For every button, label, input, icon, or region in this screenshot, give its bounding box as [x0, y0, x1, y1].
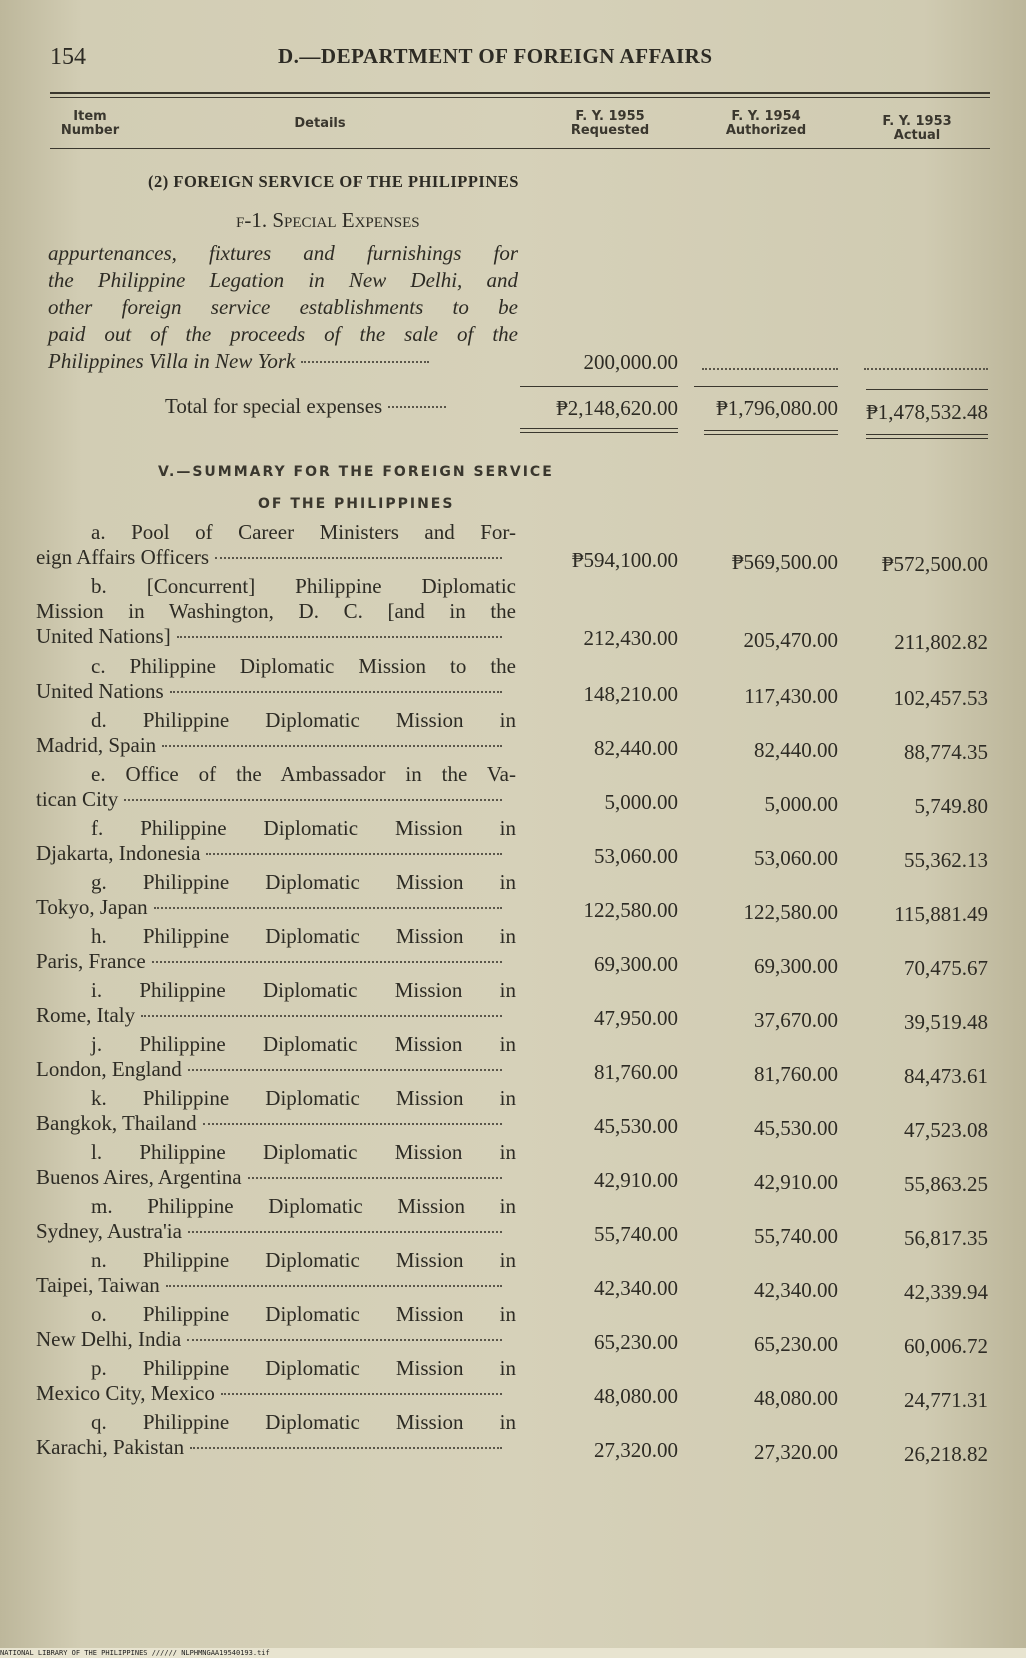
summary-entry: [36, 574, 516, 649]
entry-value-1955: 53,060.00: [594, 844, 678, 868]
entry-line-2: [36, 1165, 516, 1190]
entry-value-1955: 81,760.00: [594, 1060, 678, 1084]
entry-value-1955: 5,000.00: [604, 790, 678, 814]
col-fy1955: F. Y. 1955 Requested: [570, 109, 650, 138]
entry-line-2: [36, 1327, 516, 1352]
col-fy1954: F. Y. 1954 Authorized: [725, 109, 807, 138]
entry-value-1953: 115,881.49: [894, 902, 988, 926]
double-rule-1953-a: [866, 434, 988, 435]
special-expenses-paragraph: appurtenances, fixtures and furnishings for the Philippine Legation in New Delhi, and other foreign service establishments to be paid out of the proceeds of the sale of the Philippines Villa in New York: [48, 241, 518, 373]
sum-rule-1955: [520, 386, 678, 387]
entry-line-1: b. [Concurrent] Philippine Diplomatic: [91, 574, 516, 598]
leader-dots: [203, 1123, 502, 1125]
running-title: D.—DEPARTMENT OF FOREIGN AFFAIRS: [278, 44, 713, 68]
entry-value-1954: 48,080.00: [754, 1386, 838, 1410]
entry-value-1953: 84,473.61: [904, 1064, 988, 1088]
top-rule-2: [50, 97, 990, 98]
leader-dots: [215, 557, 502, 559]
entry-value-1954: 37,670.00: [754, 1008, 838, 1032]
summary-entry: [36, 762, 516, 812]
entry-value-1955: 69,300.00: [594, 952, 678, 976]
entry-line-2-text: Mexico City, Mexico: [36, 1381, 215, 1405]
total-label: Total for special expenses: [165, 394, 446, 419]
entry-line-1: m. Philippine Diplomatic Mission in: [91, 1194, 516, 1218]
entry-line-2-text: Taipei, Taiwan: [36, 1273, 160, 1297]
entry-value-1955: 82,440.00: [594, 736, 678, 760]
entry-value-1953: 60,006.72: [904, 1334, 988, 1358]
entry-line-2: [36, 1273, 516, 1298]
entry-line-1: e. Office of the Ambassador in the Va-: [91, 762, 516, 786]
entry-line-1: h. Philippine Diplomatic Mission in: [91, 924, 516, 948]
entry-value-1953: 88,774.35: [904, 740, 988, 764]
summary-heading-1: V.—SUMMARY FOR THE FOREIGN SERVICE: [158, 464, 554, 480]
entry-line-2-text: Sydney, Austra'ia: [36, 1219, 182, 1243]
entry-line-2-text: Djakarta, Indonesia: [36, 841, 201, 865]
entry-line-2: [36, 787, 516, 812]
header-bottom-rule: [50, 148, 990, 149]
entry-value-1955: 55,740.00: [594, 1222, 678, 1246]
entry-line-2: [36, 1381, 516, 1406]
entry-line-2-text: Bangkok, Thailand: [36, 1111, 197, 1135]
entry-value-1954: 65,230.00: [754, 1332, 838, 1356]
summary-entry: [36, 1356, 516, 1406]
summary-entry: [36, 924, 516, 974]
entry-value-1953: 55,863.25: [904, 1172, 988, 1196]
entry-line-1: i. Philippine Diplomatic Mission in: [91, 978, 516, 1002]
entry-line-1: l. Philippine Diplomatic Mission in: [91, 1140, 516, 1164]
entry-value-1955: 148,210.00: [583, 682, 678, 706]
entry-line-2: [36, 895, 516, 920]
total-1954: ₱1,796,080.00: [716, 396, 838, 420]
paragraph-amount-1955: 200,000.00: [583, 350, 678, 374]
subsection-title: f-1. Special Expenses: [236, 208, 420, 232]
total-1955: ₱2,148,620.00: [556, 396, 678, 420]
entry-value-1954: 5,000.00: [764, 792, 838, 816]
summary-entry: [36, 816, 516, 866]
entry-value-1953: 26,218.82: [904, 1442, 988, 1466]
entry-line-2-text: London, England: [36, 1057, 182, 1081]
entry-line-1: g. Philippine Diplomatic Mission in: [91, 870, 516, 894]
entry-line-1: d. Philippine Diplomatic Mission in: [91, 708, 516, 732]
entry-value-1955: 65,230.00: [594, 1330, 678, 1354]
entry-value-1955: 45,530.00: [594, 1114, 678, 1138]
entry-line-1: c. Philippine Diplomatic Mission to the: [91, 654, 516, 678]
entry-value-1954: 69,300.00: [754, 954, 838, 978]
summary-entry: [36, 870, 516, 920]
entry-value-1954: 122,580.00: [743, 900, 838, 924]
entry-value-1955: 42,340.00: [594, 1276, 678, 1300]
entry-line-2-text: Karachi, Pakistan: [36, 1435, 185, 1459]
entry-line-2-text: Buenos Aires, Argentina: [36, 1165, 242, 1189]
entry-value-1954: ₱569,500.00: [731, 550, 838, 574]
summary-entry: [36, 1194, 516, 1244]
entry-line-2: [36, 545, 516, 570]
entry-value-1953: 39,519.48: [904, 1010, 988, 1034]
entry-value-1954: 81,760.00: [754, 1062, 838, 1086]
entry-value-1954: 27,320.00: [754, 1440, 838, 1464]
double-rule-1955-a: [520, 428, 678, 429]
entry-line-2-text: Madrid, Spain: [36, 733, 157, 757]
entry-value-1954: 117,430.00: [744, 684, 838, 708]
entry-value-1954: 53,060.00: [754, 846, 838, 870]
sum-rule-1954: [694, 386, 838, 387]
entry-line-2: [36, 949, 516, 974]
entry-line-2-text: tican City: [36, 787, 119, 811]
entry-line-1: o. Philippine Diplomatic Mission in: [91, 1302, 516, 1326]
leader-dots: [154, 907, 502, 909]
total-1953: ₱1,478,532.48: [866, 400, 988, 424]
entry-value-1955: ₱594,100.00: [571, 548, 678, 572]
entry-value-1955: 122,580.00: [583, 898, 678, 922]
entry-line-2-text: Tokyo, Japan: [36, 895, 148, 919]
entry-value-1955: 48,080.00: [594, 1384, 678, 1408]
empty-1953-dots: [864, 368, 988, 370]
entry-line-2: [36, 1435, 516, 1460]
entry-value-1954: 42,340.00: [754, 1278, 838, 1302]
leader-dots: [170, 691, 502, 693]
entry-line-2: [36, 1057, 516, 1082]
summary-entry: [36, 978, 516, 1028]
entry-line-1: n. Philippine Diplomatic Mission in: [91, 1248, 516, 1272]
leader-dots: [166, 1285, 502, 1287]
entry-value-1954: 45,530.00: [754, 1116, 838, 1140]
entry-line-2: [36, 1111, 516, 1136]
summary-entry: [36, 1248, 516, 1298]
double-rule-1954-a: [704, 430, 838, 431]
entry-line-1: q. Philippine Diplomatic Mission in: [91, 1410, 516, 1434]
entry-value-1953: 42,339.94: [904, 1280, 988, 1304]
entry-line-1: a. Pool of Career Ministers and For-: [91, 520, 516, 544]
summary-entry: [36, 1086, 516, 1136]
summary-entry: [36, 520, 516, 570]
leader-dots: [188, 1069, 502, 1071]
entry-value-1953: 47,523.08: [904, 1118, 988, 1142]
entry-value-1955: 27,320.00: [594, 1438, 678, 1462]
leader-dots: [187, 1339, 502, 1341]
leader-dots: [177, 636, 502, 638]
entry-value-1954: 205,470.00: [743, 628, 838, 652]
leader-dots: [162, 745, 502, 747]
leader-dots: [190, 1447, 502, 1449]
leader-dots: [206, 853, 502, 855]
entry-value-1954: 82,440.00: [754, 738, 838, 762]
col-fy1953: F. Y. 1953 Actual: [882, 114, 952, 143]
entry-value-1955: 47,950.00: [594, 1006, 678, 1030]
summary-heading-2: OF THE PHILIPPINES: [258, 496, 455, 512]
double-rule-1953-b: [866, 438, 988, 439]
entry-value-1953: 55,362.13: [904, 848, 988, 872]
leader-dots: [221, 1393, 502, 1395]
entry-value-1955: 42,910.00: [594, 1168, 678, 1192]
page-header: [50, 40, 980, 80]
leader-dots: [248, 1177, 502, 1179]
page-number: 154: [50, 44, 86, 70]
leader-dots: [188, 1231, 502, 1233]
empty-1954-dots: [702, 368, 838, 370]
entry-line-2-text: Rome, Italy: [36, 1003, 136, 1027]
entry-value-1954: 55,740.00: [754, 1224, 838, 1248]
top-rule-1: [50, 92, 990, 94]
entry-line-1: k. Philippine Diplomatic Mission in: [91, 1086, 516, 1110]
sum-rule-1953: [866, 389, 988, 390]
entry-value-1954: 42,910.00: [754, 1170, 838, 1194]
entry-line-2-text: New Delhi, India: [36, 1327, 182, 1351]
entry-value-1953: 102,457.53: [893, 686, 988, 710]
entry-line-2: [36, 841, 516, 866]
double-rule-1954-b: [704, 434, 838, 435]
entry-line-2-text: eign Affairs Officers: [36, 545, 210, 569]
summary-entry: [36, 1140, 516, 1190]
leader-dots: [124, 799, 502, 801]
entry-line-3: [36, 624, 516, 649]
entry-value-1955: 212,430.00: [583, 626, 678, 650]
leader-dots: [141, 1015, 502, 1017]
double-rule-1955-b: [520, 432, 678, 433]
entry-line-1: j. Philippine Diplomatic Mission in: [91, 1032, 516, 1056]
summary-entry: [36, 708, 516, 758]
entry-value-1953: 211,802.82: [894, 630, 988, 654]
entry-value-1953: 56,817.35: [904, 1226, 988, 1250]
entry-line-2-text: United Nations: [36, 679, 164, 703]
summary-entry: [36, 1302, 516, 1352]
summary-entry: [36, 1410, 516, 1460]
col-item-number: Item Number: [60, 109, 120, 138]
entry-line-2-text: Paris, France: [36, 949, 146, 973]
scan-footer: NATIONAL LIBRARY OF THE PHILIPPINES ////// NLPHMNGAA19540193.tif: [0, 1648, 1026, 1658]
entry-value-1953: 5,749.80: [914, 794, 988, 818]
col-details: Details: [294, 116, 346, 131]
entry-line-1: f. Philippine Diplomatic Mission in: [91, 816, 516, 840]
section-title: (2) FOREIGN SERVICE OF THE PHILIPPINES: [148, 172, 519, 191]
entry-value-1953: 70,475.67: [904, 956, 988, 980]
summary-entry: [36, 1032, 516, 1082]
entry-line-2: [36, 679, 516, 704]
entry-value-1953: ₱572,500.00: [881, 552, 988, 576]
entry-line-2: Mission in Washington, D. C. [and in the: [36, 599, 516, 623]
entry-line-1: p. Philippine Diplomatic Mission in: [91, 1356, 516, 1380]
entry-value-1953: 24,771.31: [904, 1388, 988, 1412]
summary-entry: [36, 654, 516, 704]
leader-dots: [152, 961, 502, 963]
entry-line-2: [36, 1003, 516, 1028]
entry-line-3-text: United Nations]: [36, 624, 171, 648]
entry-line-2: [36, 733, 516, 758]
entry-line-2: [36, 1219, 516, 1244]
